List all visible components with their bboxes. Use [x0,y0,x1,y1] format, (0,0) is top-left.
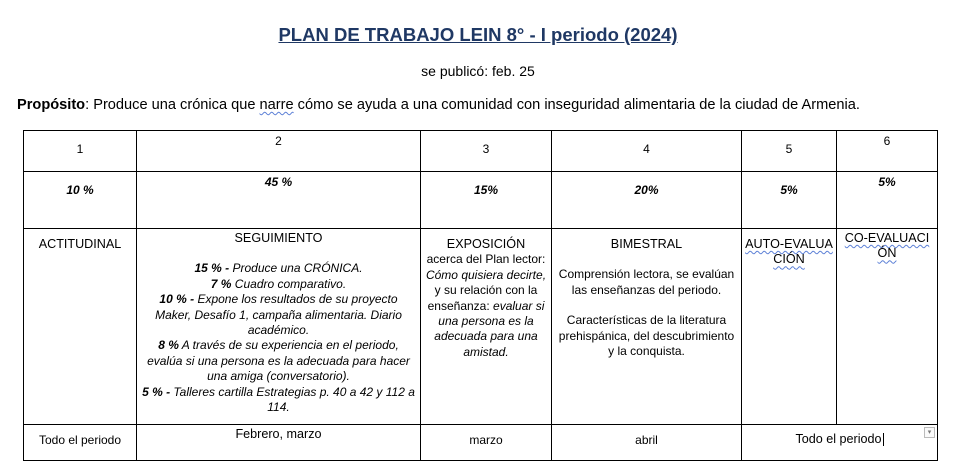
seguimiento-cell[interactable] [137,229,421,425]
period-cell-4[interactable]: abril [552,425,742,461]
col-number-5[interactable]: 5 [742,131,837,172]
col-percentage-3[interactable]: 15% [421,172,552,229]
dropdown-arrow-icon[interactable]: ▾ [924,427,935,438]
bimestral-heading: BIMESTRAL [610,237,683,251]
bimestral-cell[interactable] [552,229,742,425]
period-cell-1[interactable]: Todo el periodo [24,425,137,461]
exposicion-italic: Cómo quisiera decirte, [425,267,547,282]
period-cell-5[interactable] [742,425,938,461]
seguimiento-item: 15 % - Produce una CRÓNICA. [194,261,363,276]
purpose-underlined-word: narre [259,97,294,113]
col-percentage-6[interactable]: 5% [837,172,938,229]
table-row [24,172,938,229]
text-cursor [883,433,884,446]
purpose-text-2: cómo se ayuda a una comunidad con inseguridad alimentaria de la ciudad de Armenia. [293,97,860,113]
seguimiento-item: 8 % A través de su experiencia en el periodo, evalúa si una persona es la adecuada para hacer una amiga (conversatorio). [147,338,410,384]
table-row [24,229,938,425]
coevaluacion-cell[interactable] [837,229,938,425]
page-title: PLAN DE TRABAJO LEIN 8° - I periodo (2024) [278,24,678,45]
coevaluacion-label: CO-EVALUACIÓN [844,231,930,261]
plan-table [23,130,938,461]
col-percentage-4[interactable]: 20% [552,172,742,229]
col-number-2[interactable]: 2 [137,131,421,172]
bimestral-paragraph: Características de la literatura prehispánica, del descubrimiento y la conquista. [558,313,735,359]
exposicion-heading: EXPOSICIÓN [446,237,526,251]
exposicion-text: y su relación con la enseñanza: [427,283,538,313]
purpose-line [17,97,860,113]
col-number-1[interactable]: 1 [24,131,137,172]
actitudinal-cell[interactable] [24,229,137,425]
exposicion-text: acerca del Plan lector: [426,252,546,267]
period-cell-2[interactable]: Febrero, marzo [137,425,421,461]
exposicion-cell[interactable] [421,229,552,425]
exposicion-italic: evaluar si una persona es la adecuada para una amistad. [434,298,545,359]
col-number-6[interactable]: 6 [837,131,938,172]
seguimiento-item: 7 % Cuadro comparativo. [210,276,347,291]
bimestral-paragraph: Comprensión lectora, se evalúan las enseñanzas del periodo. [558,267,735,297]
seguimiento-item: 10 % - Expone los resultados de su proyecto Maker, Desafío 1, campaña alimentaria. Diario académico. [155,292,402,338]
period-cell-3[interactable]: marzo [421,425,552,461]
period-cell-5-text: Todo el periodo [795,432,882,446]
autoevaluacion-cell[interactable] [742,229,837,425]
col-number-4[interactable]: 4 [552,131,742,172]
purpose-label: Propósito [17,97,86,113]
col-percentage-2[interactable]: 45 % [137,172,421,229]
col-number-3[interactable]: 3 [421,131,552,172]
col-percentage-5[interactable]: 5% [742,172,837,229]
seguimiento-item: 5 % - Talleres cartilla Estrategias p. 40 a 42 y 112 a 114. [142,384,415,415]
col-percentage-1[interactable]: 10 % [24,172,137,229]
table-row [24,425,938,461]
purpose-text-1: : Produce una crónica que [85,97,260,113]
autoevaluacion-label: AUTO-EVALUACIÓN [745,237,833,267]
actitudinal-label: ACTITUDINAL [38,237,122,251]
seguimiento-heading: SEGUIMIENTO [234,231,323,245]
published-date: se publicó: feb. 25 [421,63,535,79]
table-row [24,131,938,172]
